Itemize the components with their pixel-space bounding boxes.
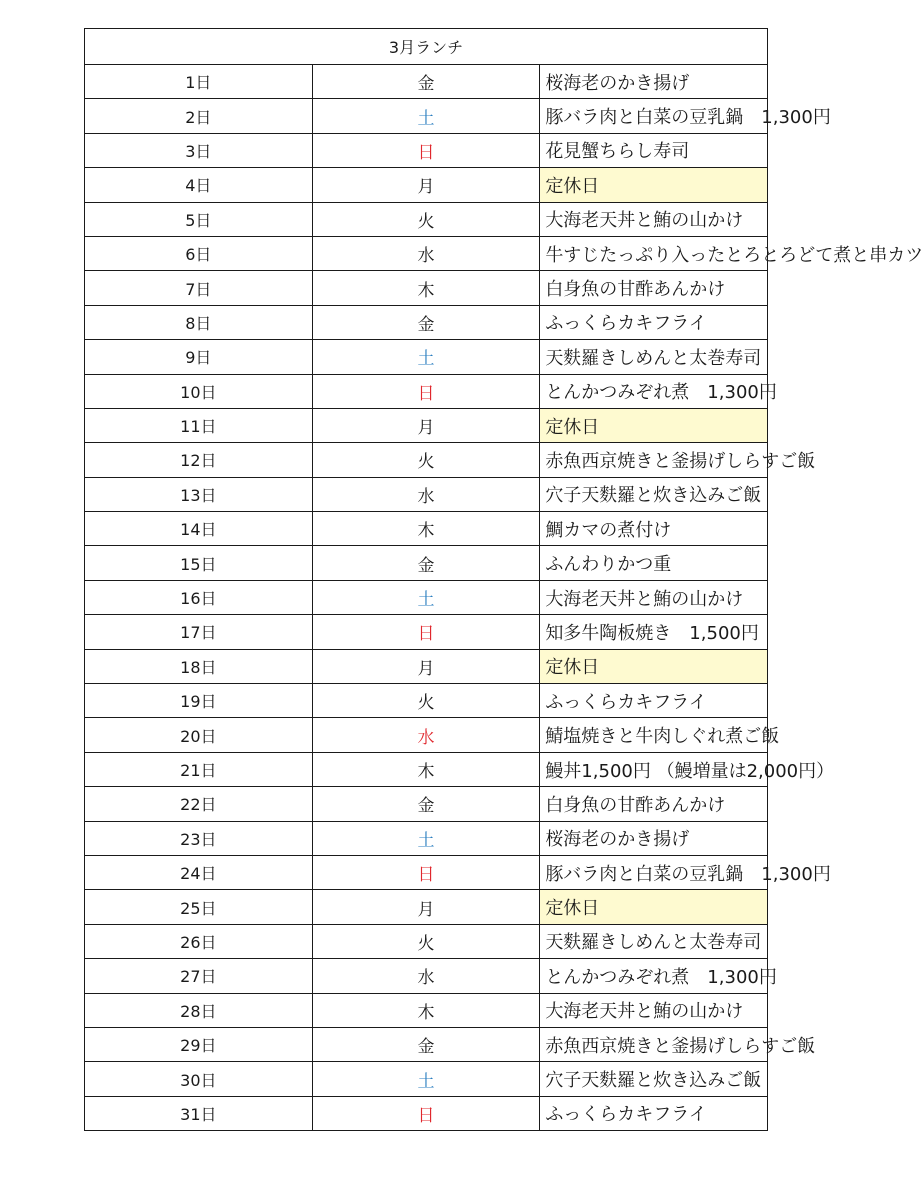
menu-item-cell: ふんわりかつ重: [540, 546, 768, 580]
closed-day-cell: 定休日: [540, 408, 768, 442]
table-row: [85, 65, 768, 99]
weekday-cell: 金: [312, 787, 540, 821]
weekday-cell: 火: [312, 443, 540, 477]
table-row: [85, 752, 768, 786]
date-cell: 16日: [85, 580, 313, 614]
menu-item-cell: 鰻丼1,500円 （鰻増量は2,000円）: [540, 752, 768, 786]
weekday-cell: 土: [312, 821, 540, 855]
table-row: [85, 374, 768, 408]
menu-item-cell: 穴子天麩羅と炊き込みご飯: [540, 477, 768, 511]
weekday-cell: 木: [312, 993, 540, 1027]
table-row: [85, 408, 768, 442]
lunch-menu-table: [84, 28, 923, 1131]
weekday-cell: 水: [312, 477, 540, 511]
weekday-cell: 金: [312, 1027, 540, 1061]
table-row: [85, 546, 768, 580]
menu-item-cell: 天麩羅きしめんと太巻寿司: [540, 924, 768, 958]
closed-day-cell: 定休日: [540, 649, 768, 683]
menu-item-cell: 赤魚西京焼きと釜揚げしらすご飯: [540, 1027, 768, 1061]
date-cell: 21日: [85, 752, 313, 786]
date-cell: 25日: [85, 890, 313, 924]
table-row: [85, 890, 768, 924]
date-cell: 18日: [85, 649, 313, 683]
date-cell: 7日: [85, 271, 313, 305]
table-header-row: [85, 29, 768, 65]
date-cell: 2日: [85, 99, 313, 133]
menu-item-cell: 豚バラ肉と白菜の豆乳鍋 1,300円: [540, 855, 768, 889]
date-cell: 27日: [85, 959, 313, 993]
table-row: [85, 1027, 768, 1061]
weekday-cell: 水: [312, 236, 540, 270]
menu-item-cell: 知多牛陶板焼き 1,500円: [540, 615, 768, 649]
weekday-cell: 火: [312, 924, 540, 958]
menu-item-cell: 赤魚西京焼きと釜揚げしらすご飯: [540, 443, 768, 477]
menu-item-cell: 穴子天麩羅と炊き込みご飯: [540, 1062, 768, 1096]
date-cell: 24日: [85, 855, 313, 889]
weekday-cell: 土: [312, 1062, 540, 1096]
date-cell: 29日: [85, 1027, 313, 1061]
table-row: [85, 924, 768, 958]
menu-item-cell: 桜海老のかき揚げ: [540, 65, 768, 99]
weekday-cell: 日: [312, 133, 540, 167]
date-cell: 19日: [85, 684, 313, 718]
date-cell: 26日: [85, 924, 313, 958]
menu-item-cell: ふっくらカキフライ: [540, 684, 768, 718]
table-row: [85, 959, 768, 993]
table-row: [85, 305, 768, 339]
menu-item-cell: 花見蟹ちらし寿司: [540, 133, 768, 167]
table-row: [85, 133, 768, 167]
menu-item-cell: とんかつみぞれ煮 1,300円: [540, 959, 768, 993]
date-cell: 28日: [85, 993, 313, 1027]
date-cell: 6日: [85, 236, 313, 270]
menu-item-cell: 牛すじたっぷり入ったとろとろどて煮と串カツ: [540, 236, 768, 270]
weekday-cell: 火: [312, 684, 540, 718]
menu-item-cell: 鯖塩焼きと牛肉しぐれ煮ご飯: [540, 718, 768, 752]
menu-item-cell: 大海老天丼と鮪の山かけ: [540, 202, 768, 236]
table-row: [85, 271, 768, 305]
weekday-cell: 月: [312, 649, 540, 683]
table-row: [85, 512, 768, 546]
table-row: [85, 855, 768, 889]
date-cell: 5日: [85, 202, 313, 236]
weekday-cell: 日: [312, 1096, 540, 1130]
date-cell: 1日: [85, 65, 313, 99]
date-cell: 9日: [85, 340, 313, 374]
menu-item-cell: 天麩羅きしめんと太巻寿司: [540, 340, 768, 374]
menu-item-cell: 桜海老のかき揚げ: [540, 821, 768, 855]
weekday-cell: 月: [312, 168, 540, 202]
table-row: [85, 1062, 768, 1096]
weekday-cell: 土: [312, 340, 540, 374]
weekday-cell: 木: [312, 512, 540, 546]
table-row: [85, 340, 768, 374]
menu-item-cell: 大海老天丼と鮪の山かけ: [540, 993, 768, 1027]
date-cell: 13日: [85, 477, 313, 511]
table-row: [85, 821, 768, 855]
weekday-cell: 月: [312, 408, 540, 442]
date-cell: 12日: [85, 443, 313, 477]
weekday-cell: 金: [312, 546, 540, 580]
date-cell: 10日: [85, 374, 313, 408]
table-title: 3月ランチ: [85, 29, 768, 65]
closed-day-cell: 定休日: [540, 168, 768, 202]
menu-item-cell: 豚バラ肉と白菜の豆乳鍋 1,300円: [540, 99, 768, 133]
table-row: [85, 580, 768, 614]
date-cell: 22日: [85, 787, 313, 821]
menu-item-cell: 白身魚の甘酢あんかけ: [540, 271, 768, 305]
weekday-cell: 水: [312, 959, 540, 993]
date-cell: 8日: [85, 305, 313, 339]
weekday-cell: 木: [312, 752, 540, 786]
date-cell: 15日: [85, 546, 313, 580]
table-row: [85, 99, 768, 133]
menu-item-cell: 白身魚の甘酢あんかけ: [540, 787, 768, 821]
menu-item-cell: ふっくらカキフライ: [540, 1096, 768, 1130]
table-row: [85, 202, 768, 236]
closed-day-cell: 定休日: [540, 890, 768, 924]
menu-item-cell: とんかつみぞれ煮 1,300円: [540, 374, 768, 408]
date-cell: 4日: [85, 168, 313, 202]
weekday-cell: 土: [312, 99, 540, 133]
date-cell: 17日: [85, 615, 313, 649]
table-row: [85, 718, 768, 752]
weekday-cell: 金: [312, 305, 540, 339]
table-row: [85, 787, 768, 821]
table-row: [85, 477, 768, 511]
table-row: [85, 168, 768, 202]
weekday-cell: 火: [312, 202, 540, 236]
date-cell: 31日: [85, 1096, 313, 1130]
table-row: [85, 1096, 768, 1130]
menu-item-cell: 大海老天丼と鮪の山かけ: [540, 580, 768, 614]
date-cell: 20日: [85, 718, 313, 752]
menu-item-cell: ふっくらカキフライ: [540, 305, 768, 339]
weekday-cell: 水: [312, 718, 540, 752]
table-row: [85, 993, 768, 1027]
date-cell: 11日: [85, 408, 313, 442]
table-row: [85, 443, 768, 477]
weekday-cell: 木: [312, 271, 540, 305]
table-row: [85, 615, 768, 649]
table-body: [85, 65, 923, 1131]
table-row: [85, 236, 768, 270]
date-cell: 23日: [85, 821, 313, 855]
weekday-cell: 日: [312, 615, 540, 649]
weekday-cell: 土: [312, 580, 540, 614]
table-row: [85, 684, 768, 718]
date-cell: 3日: [85, 133, 313, 167]
weekday-cell: 月: [312, 890, 540, 924]
date-cell: 30日: [85, 1062, 313, 1096]
weekday-cell: 金: [312, 65, 540, 99]
menu-item-cell: 鯛カマの煮付け: [540, 512, 768, 546]
weekday-cell: 日: [312, 855, 540, 889]
date-cell: 14日: [85, 512, 313, 546]
table-row: [85, 649, 768, 683]
weekday-cell: 日: [312, 374, 540, 408]
